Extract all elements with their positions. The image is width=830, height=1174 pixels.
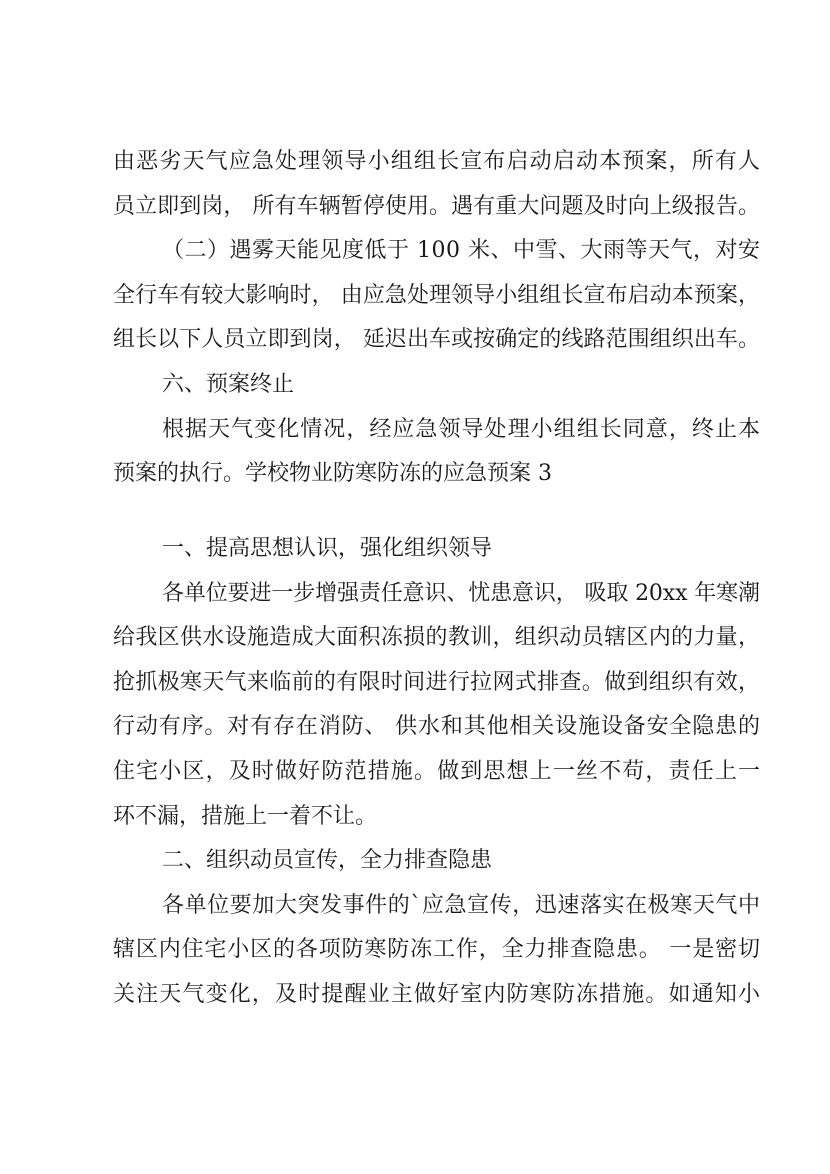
- section-heading: 六、预案终止: [162, 371, 295, 397]
- paragraph-line: 根据天气变化情况，经应急领导处理小组组长同意，终止本: [162, 416, 762, 442]
- paragraph-line: 关注天气变化，及时提醒业主做好室内防寒防冻措施。如通知小: [113, 981, 762, 1007]
- section-heading: 二、组织动员宣传，全力排查隐患: [162, 848, 493, 874]
- paragraph-line: 组长以下人员立即到岗， 延迟出车或按确定的线路范围组织出车。: [113, 327, 761, 353]
- paragraph-line: 辖区内住宅小区的各项防寒防冻工作，全力排查隐患。 一是密切: [113, 937, 761, 963]
- paragraph-line: 环不漏，措施上一着不让。: [113, 803, 378, 829]
- section-heading: 一、提高思想认识，强化组织领导: [162, 536, 493, 561]
- paragraph-line: 各单位要进一步增强责任意识、忧患意识， 吸取 20xx 年寒潮: [162, 580, 760, 606]
- text-block: [113, 140, 760, 497]
- paragraph-line: 抢抓极寒天气来临前的有限时间进行拉网式排查。做到组织有效，: [113, 669, 761, 695]
- paragraph-line: 各单位要加大突发事件的`应急宣传，迅速落实在极寒天气中: [162, 892, 761, 918]
- text-block: [113, 527, 760, 1018]
- paragraph-line: 员立即到岗， 所有车辆暂停使用。遇有重大问题及时向上级报告。: [113, 193, 761, 219]
- paragraph-line: 预案的执行。学校物业防寒防冻的应急预案 3: [113, 461, 552, 487]
- paragraph-line: 行动有序。对有存在消防、 供水和其他相关设施设备安全隐患的: [113, 714, 761, 740]
- paragraph-line: （二）遇雾天能见度低于 100 米、中雪、大雨等天气，对安: [162, 238, 761, 264]
- paragraph-line: 全行车有较大影响时， 由应急处理领导小组组长宣布启动本预案，: [113, 282, 761, 308]
- paragraph-line: 给我区供水设施造成大面积冻损的教训，组织动员辖区内的力量，: [113, 625, 761, 651]
- paragraph-line: 住宅小区，及时做好防范措施。做到思想上一丝不苟，责任上一: [113, 758, 762, 784]
- paragraph-line: 由恶劣天气应急处理领导小组组长宣布启动启动本预案，所有人: [113, 149, 762, 174]
